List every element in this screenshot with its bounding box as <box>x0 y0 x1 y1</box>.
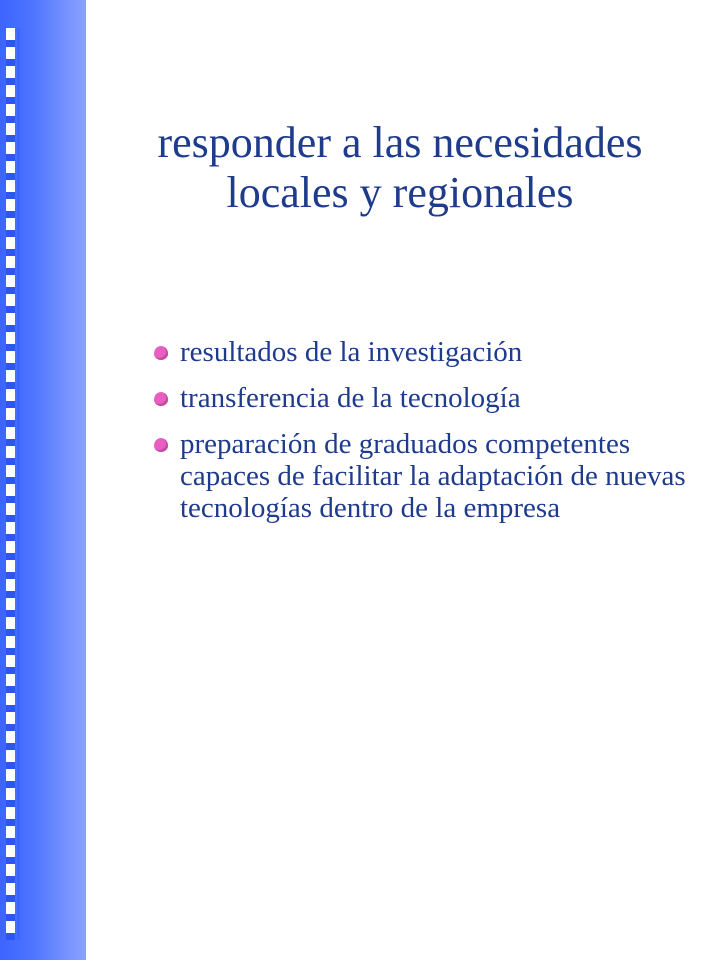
bullet-text: resultados de la investigación <box>180 336 523 368</box>
bullet-icon <box>154 438 168 452</box>
bullet-text: preparación de graduados competentes capaces de facilitar la adaptación de nuevas tecnologías dentro de la empresa <box>180 428 686 524</box>
bullet-item <box>152 382 692 414</box>
bullet-icon <box>154 392 168 406</box>
slide-title <box>100 118 700 218</box>
bullet-item <box>152 428 692 524</box>
decorative-dash-strip <box>6 28 15 940</box>
bullet-icon <box>154 346 168 360</box>
bullet-text: transferencia de la tecnología <box>180 382 521 414</box>
bullet-item <box>152 336 692 368</box>
slide-title-line-1: responder a las necesidades <box>157 118 643 167</box>
bullet-list <box>152 336 692 538</box>
decorative-dash-line <box>17 28 20 940</box>
decorative-side-band <box>0 0 86 960</box>
slide-title-line-2: locales y regionales <box>226 168 574 217</box>
